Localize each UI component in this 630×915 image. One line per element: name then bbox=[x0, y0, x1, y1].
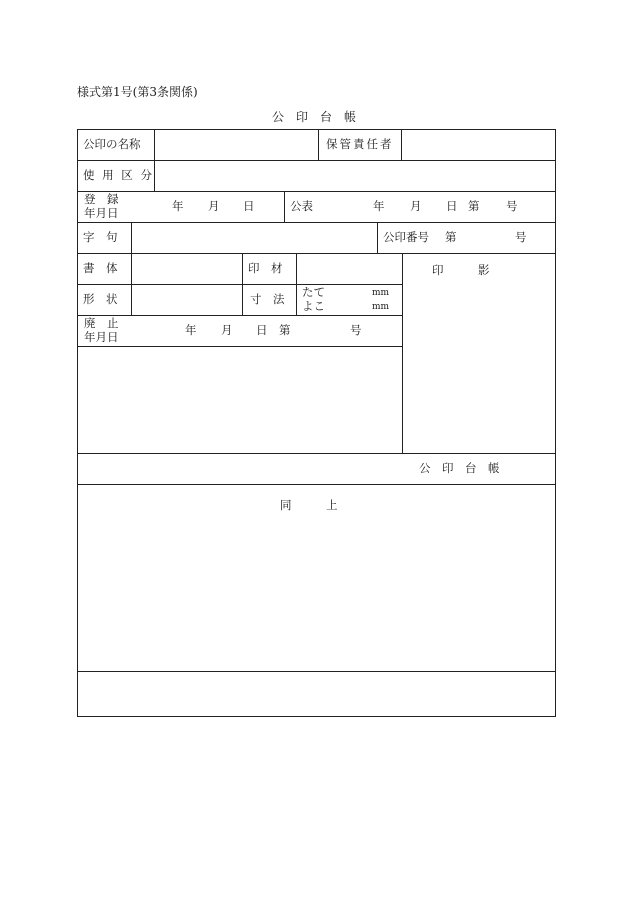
height-unit: mm bbox=[372, 288, 390, 298]
usage-category-label: 使 用 区 分 bbox=[83, 168, 154, 182]
col-divider bbox=[154, 160, 155, 191]
publication-month-unit: 月 bbox=[410, 199, 422, 213]
custodian-label: 保管責任者 bbox=[326, 137, 394, 151]
col-divider bbox=[402, 253, 403, 453]
table-border-right bbox=[555, 129, 556, 717]
second-register-title: 公 印 台 帳 bbox=[419, 461, 500, 475]
abolition-number-prefix: 第 bbox=[279, 323, 291, 337]
registration-year-unit: 年 bbox=[172, 199, 184, 213]
height-label: たて bbox=[302, 285, 325, 299]
row-divider bbox=[77, 346, 402, 347]
seal-name-label: 公印の名称 bbox=[83, 137, 141, 151]
row-divider bbox=[77, 315, 402, 316]
abolition-label-line1: 廃 止 bbox=[84, 316, 119, 330]
table-border-left bbox=[77, 129, 78, 717]
col-divider bbox=[296, 253, 297, 315]
row-divider bbox=[77, 222, 556, 223]
dimensions-label: 寸 法 bbox=[250, 292, 285, 306]
registration-label-line2: 年月日 bbox=[84, 206, 119, 220]
row-divider bbox=[77, 284, 402, 285]
wording-label: 字 句 bbox=[83, 230, 118, 244]
publication-year-unit: 年 bbox=[373, 199, 385, 213]
shape-label: 形 状 bbox=[83, 292, 118, 306]
abolition-month-unit: 月 bbox=[221, 323, 233, 337]
width-label: よこ bbox=[302, 299, 325, 313]
col-divider bbox=[377, 222, 378, 253]
row-divider bbox=[77, 671, 556, 672]
col-divider bbox=[131, 253, 132, 315]
table-border-bottom bbox=[77, 716, 556, 717]
publication-number-prefix: 第 bbox=[468, 199, 480, 213]
form-number: 様式第1号(第3条関係) bbox=[77, 85, 198, 99]
col-divider bbox=[401, 129, 402, 160]
abolition-label-line2: 年月日 bbox=[84, 330, 119, 344]
material-label: 印 材 bbox=[248, 261, 283, 275]
abolition-year-unit: 年 bbox=[185, 323, 197, 337]
table-border-top bbox=[77, 129, 556, 130]
publication-number-suffix: 号 bbox=[506, 199, 518, 213]
abolition-day-unit: 日 bbox=[256, 323, 268, 337]
typeface-label: 書 体 bbox=[83, 261, 118, 275]
seal-impression-label: 印 影 bbox=[432, 263, 490, 277]
col-divider bbox=[242, 253, 243, 315]
col-divider bbox=[284, 191, 285, 222]
registration-month-unit: 月 bbox=[208, 199, 220, 213]
abolition-number-suffix: 号 bbox=[350, 323, 362, 337]
row-divider bbox=[77, 191, 556, 192]
seal-number-label: 公印番号 bbox=[383, 230, 429, 244]
row-divider bbox=[77, 160, 556, 161]
col-divider bbox=[131, 222, 132, 253]
row-divider bbox=[77, 484, 556, 485]
row-divider bbox=[77, 253, 556, 254]
publication-label: 公表 bbox=[290, 199, 313, 213]
width-unit: mm bbox=[372, 302, 390, 312]
seal-number-prefix: 第 bbox=[445, 230, 457, 244]
row-divider bbox=[77, 453, 556, 454]
registration-day-unit: 日 bbox=[243, 199, 255, 213]
registration-label-line1: 登 録 bbox=[84, 192, 119, 206]
seal-number-suffix: 号 bbox=[515, 230, 527, 244]
col-divider bbox=[154, 129, 155, 160]
col-divider bbox=[318, 129, 319, 160]
same-as-above-text: 同 上 bbox=[280, 498, 338, 512]
page-title: 公 印 台 帳 bbox=[272, 110, 357, 124]
publication-day-unit: 日 bbox=[446, 199, 458, 213]
